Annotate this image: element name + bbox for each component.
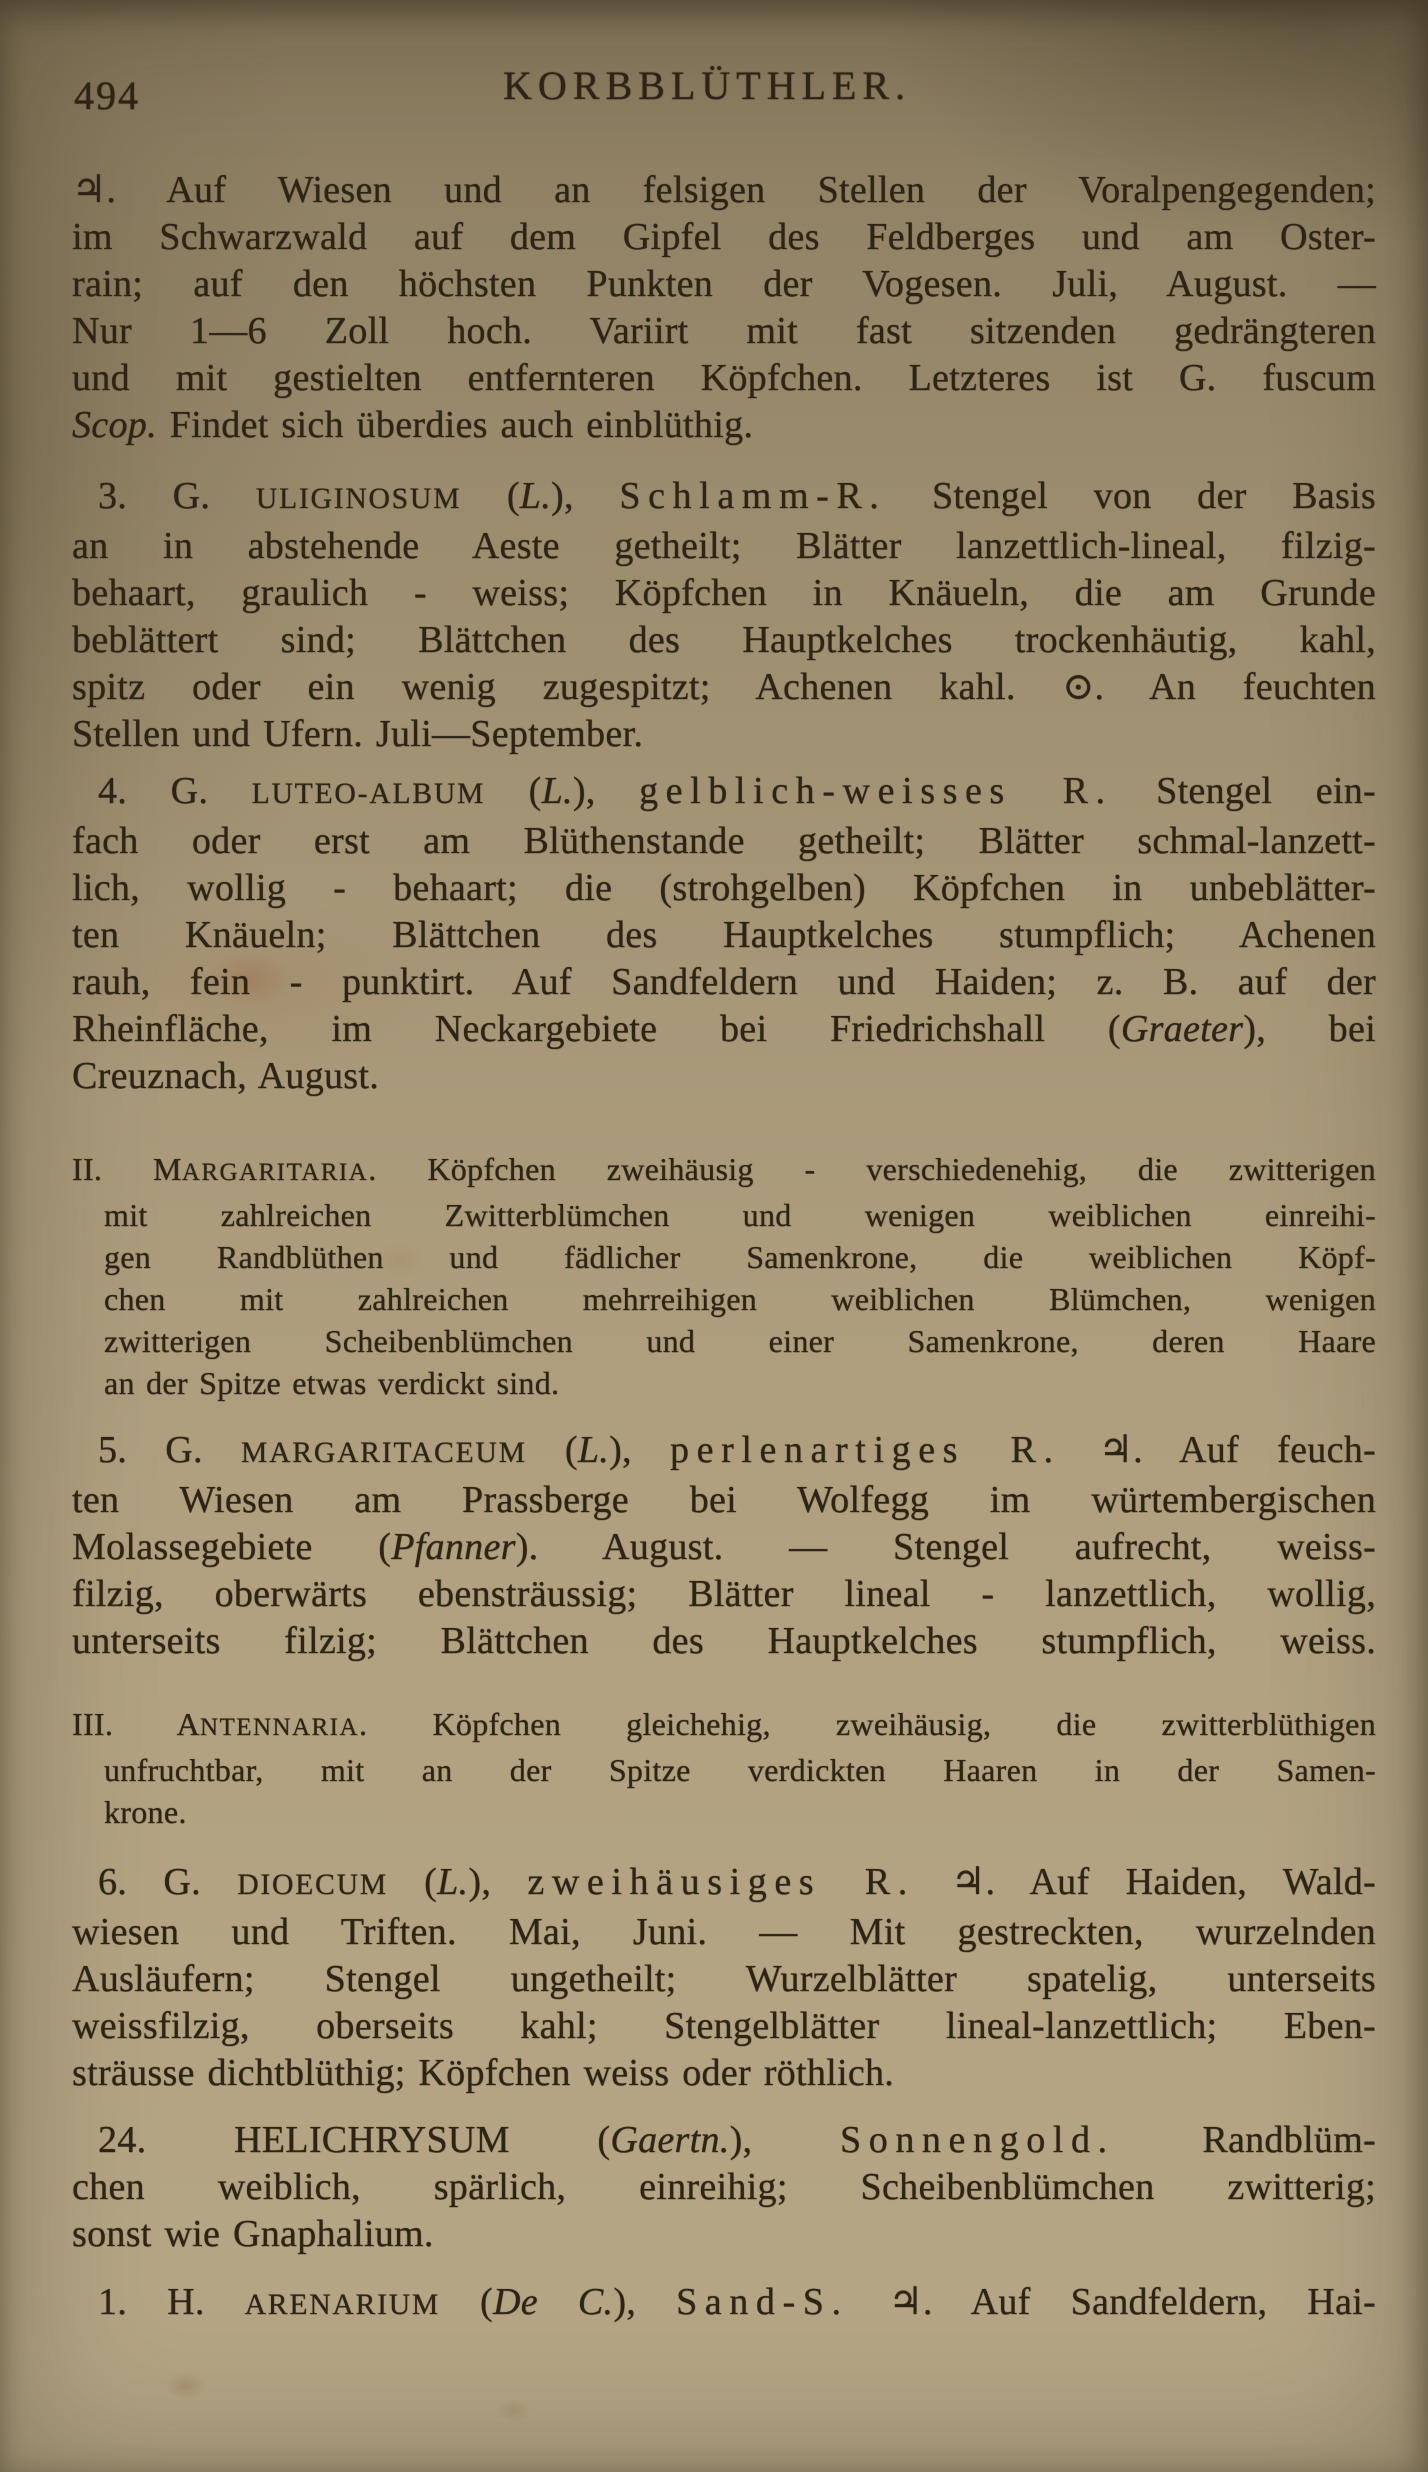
text-segment: 6. G. (98, 1861, 238, 1903)
text-segment: NTENNARIA (199, 1714, 359, 1741)
text-line (72, 1148, 1376, 1194)
text-segment: II. M (72, 1151, 182, 1187)
text-segment: sträusse dichtblüthig; Köpfchen weiss oder röthlich. (72, 2052, 895, 2094)
text-segment: LUTEO-ALBUM (251, 778, 486, 810)
text-segment: behaart, graulich - weiss; Köpfchen in Knäueln, die am Grunde (72, 572, 1376, 614)
text-line (72, 1524, 1376, 1571)
text-segment: und mit gestielten entfernteren Köpfchen. Letzteres ist G. fuscum (72, 357, 1376, 399)
text-line (72, 570, 1376, 617)
text-segment: ), (613, 2281, 677, 2323)
text-segment: ), (609, 1429, 671, 1471)
species-4-g-luteo-album (72, 768, 1376, 1100)
text-segment: lich, wollig - behaart; die (strohgelben) Köpfchen in unbeblätter- (72, 867, 1376, 909)
page-body (72, 167, 1376, 2329)
text-line (72, 1320, 1376, 1362)
text-segment: ♃. Auf feuch- (1060, 1429, 1376, 1471)
text-segment: an in abstehende Aeste getheilt; Blätter lanzettlich-lineal, filzig- (72, 525, 1376, 567)
section-ii-margaritaria (72, 1148, 1376, 1404)
text-line (72, 818, 1376, 865)
text-segment: De C. (492, 2281, 614, 2323)
text-segment: ), (551, 475, 620, 517)
text-segment: im Schwarzwald auf dem Gipfel des Feldberges und am Oster- (72, 216, 1376, 258)
text-line (72, 523, 1376, 570)
text-segment: L. (519, 475, 552, 517)
text-line (72, 617, 1376, 664)
text-segment: Ausläufern; Stengel ungetheilt; Wurzelblätter spatelig, unterseits (72, 1958, 1376, 2000)
text-segment: L. (541, 770, 573, 812)
text-line (72, 167, 1376, 214)
text-line (72, 2117, 1376, 2164)
species-1-h-arenarium (72, 2279, 1376, 2329)
text-segment: Creuznach, August. (72, 1055, 380, 1097)
species-5-g-margaritaceum (72, 1427, 1376, 1665)
text-segment: L. (577, 1429, 610, 1471)
text-segment: DIOECUM (237, 1869, 388, 1901)
text-segment: ULIGINOSUM (255, 483, 462, 515)
text-line (72, 664, 1376, 711)
text-segment: sonst wie Gnaphalium. (72, 2213, 434, 2255)
text-segment: unfruchtbar, mit an der Spitze verdickten Haaren in der Samen- (104, 1752, 1376, 1788)
species-6-g-dioecum (72, 1859, 1376, 2097)
running-title: KORBBLÜTHLER. (503, 63, 911, 108)
text-segment: Scop. (72, 404, 157, 446)
text-segment: Stengel ein- (1112, 770, 1376, 812)
page-header (72, 60, 1376, 118)
text-segment: gelblich-weisses R. (639, 770, 1113, 812)
text-line (72, 1278, 1376, 1320)
text-segment: ), (729, 2119, 840, 2161)
text-segment: ( (461, 475, 520, 517)
text-segment: perlenartiges R. (670, 1429, 1061, 1471)
text-segment: Molassegebiete ( (72, 1526, 392, 1568)
text-segment: ), bei (1243, 1008, 1376, 1050)
text-line (72, 2279, 1376, 2329)
text-line (72, 1477, 1376, 1524)
text-segment: MARGARITACEUM (240, 1437, 527, 1469)
text-segment: Graeter (1120, 1008, 1244, 1050)
text-segment: weissfilzig, oberseits kahl; Stengelblätter lineal-lanzettlich; Eben- (72, 2005, 1376, 2047)
text-segment: 4. G. (98, 770, 252, 812)
text-line (72, 308, 1376, 355)
text-segment: Sonnengold. (840, 2119, 1115, 2161)
genus-24-helichrysum (72, 2117, 1376, 2258)
species-3-g-uliginosum (72, 473, 1376, 758)
text-line (72, 473, 1376, 523)
habitat-continuation-paragraph (72, 167, 1376, 449)
text-segment: ( (485, 770, 542, 812)
text-line (72, 1053, 1376, 1100)
text-segment: ), (468, 1861, 528, 1903)
text-segment: Rheinfläche, im Neckargebiete bei Friedrichshall ( (72, 1008, 1121, 1050)
text-segment: wiesen und Triften. Mai, Juni. — Mit gestreckten, wurzelnden (72, 1911, 1376, 1953)
text-line (72, 1859, 1376, 1909)
text-segment: ARGARITARIA (181, 1159, 369, 1186)
text-segment: krone. (104, 1794, 187, 1830)
text-segment: ( (387, 1861, 438, 1903)
text-line (72, 768, 1376, 818)
text-segment: 24. HELICHRYSUM ( (98, 2119, 611, 2161)
text-line (72, 711, 1376, 758)
text-line (72, 1571, 1376, 1618)
text-line (72, 912, 1376, 959)
text-segment: rain; auf den höchsten Punkten der Vogesen. Juli, August. — (72, 263, 1376, 305)
text-segment: beblättert sind; Blättchen des Hauptkelches trockenhäutig, kahl, (72, 619, 1376, 661)
text-segment: Nur 1—6 Zoll hoch. Variirt mit fast sitzenden gedrängteren (72, 310, 1376, 352)
text-line (72, 261, 1376, 308)
text-segment: ), (572, 770, 640, 812)
text-segment: 5. G. (98, 1429, 241, 1471)
text-segment: chen weiblich, spärlich, einreihig; Scheibenblümchen zwitterig; (72, 2166, 1376, 2208)
text-segment: gen Randblüthen und fädlicher Samenkrone, die weiblichen Köpf- (104, 1239, 1376, 1275)
text-line (72, 1194, 1376, 1236)
text-segment: ). August. — Stengel aufrecht, weiss- (515, 1526, 1376, 1568)
text-segment: Randblüm- (1114, 2119, 1377, 2161)
text-line (72, 214, 1376, 261)
text-segment: filzig, oberwärts ebensträussig; Blätter lineal - lanzettlich, wollig, (72, 1573, 1376, 1615)
text-line (72, 1909, 1376, 1956)
text-segment: ten Wiesen am Prassberge bei Wolfegg im würtembergischen (72, 1479, 1376, 1521)
section-iii-antennaria (72, 1703, 1376, 1833)
text-line (72, 1791, 1376, 1833)
text-segment: L. (437, 1861, 469, 1903)
text-line (72, 2164, 1376, 2211)
text-segment: an der Spitze etwas verdickt sind. (104, 1365, 560, 1401)
text-segment: ( (526, 1429, 578, 1471)
text-segment: Pfanner (391, 1526, 516, 1568)
text-line (72, 1703, 1376, 1749)
text-segment: Schlamm-R. (619, 475, 887, 517)
text-line (72, 959, 1376, 1006)
text-segment: spitz oder ein wenig zugespitzt; Achenen kahl. ⊙. An feuchten (72, 666, 1376, 708)
text-segment: ( (440, 2281, 493, 2323)
text-line (72, 1362, 1376, 1404)
text-segment: ♃. Auf Haiden, Wald- (914, 1861, 1376, 1903)
text-line (72, 865, 1376, 912)
text-segment: zwitterigen Scheibenblümchen und einer Samenkrone, deren Haare (104, 1323, 1376, 1359)
text-segment: III. A (72, 1706, 200, 1742)
text-segment: 3. G. (98, 475, 256, 517)
text-line (72, 1618, 1376, 1665)
text-line (72, 402, 1376, 449)
text-segment: Gaertn. (610, 2119, 730, 2161)
text-segment: 1. H. (98, 2281, 245, 2323)
page-text-block (72, 60, 1376, 2329)
text-line (72, 1749, 1376, 1791)
text-segment: ♃. Auf Wiesen und an felsigen Stellen der Voralpengegenden; (72, 169, 1376, 211)
text-line (72, 2050, 1376, 2097)
text-segment: . Köpfchen gleichehig, zweihäusig, die zwitterblüthigen (359, 1706, 1376, 1742)
text-segment: Findet sich überdies auch einblüthig. (156, 404, 754, 446)
text-line (72, 2211, 1376, 2258)
text-segment: . Köpfchen zweihäusig - verschiedenehig, die zwitterigen (368, 1151, 1376, 1187)
text-segment: Sand-S. (676, 2281, 849, 2323)
text-line (72, 1236, 1376, 1278)
text-line (72, 2003, 1376, 2050)
text-line (72, 1006, 1376, 1053)
text-line (72, 1427, 1376, 1477)
text-segment: ten Knäueln; Blättchen des Hauptkelches stumpflich; Achenen (72, 914, 1376, 956)
text-segment: ♃. Auf Sandfeldern, Hai- (848, 2281, 1377, 2323)
text-segment: ARENARIUM (244, 2289, 441, 2321)
text-segment: rauh, fein - punktirt. Auf Sandfeldern und Haiden; z. B. auf der (72, 961, 1376, 1003)
text-segment: fach oder erst am Blüthenstande getheilt; Blätter schmal-lanzett- (72, 820, 1376, 862)
text-segment: Stengel von der Basis (886, 475, 1376, 517)
text-segment: chen mit zahlreichen mehrreihigen weiblichen Blümchen, wenigen (104, 1281, 1376, 1317)
page-number: 494 (74, 73, 140, 118)
text-segment: mit zahlreichen Zwitterblümchen und wenigen weiblichen einreihi- (104, 1197, 1376, 1233)
text-line (72, 1956, 1376, 2003)
text-line (72, 355, 1376, 402)
text-segment: zweihäusiges R. (527, 1861, 915, 1903)
text-segment: Stellen und Ufern. Juli—September. (72, 713, 644, 755)
text-segment: unterseits filzig; Blättchen des Hauptkelches stumpflich, weiss. (72, 1620, 1376, 1662)
